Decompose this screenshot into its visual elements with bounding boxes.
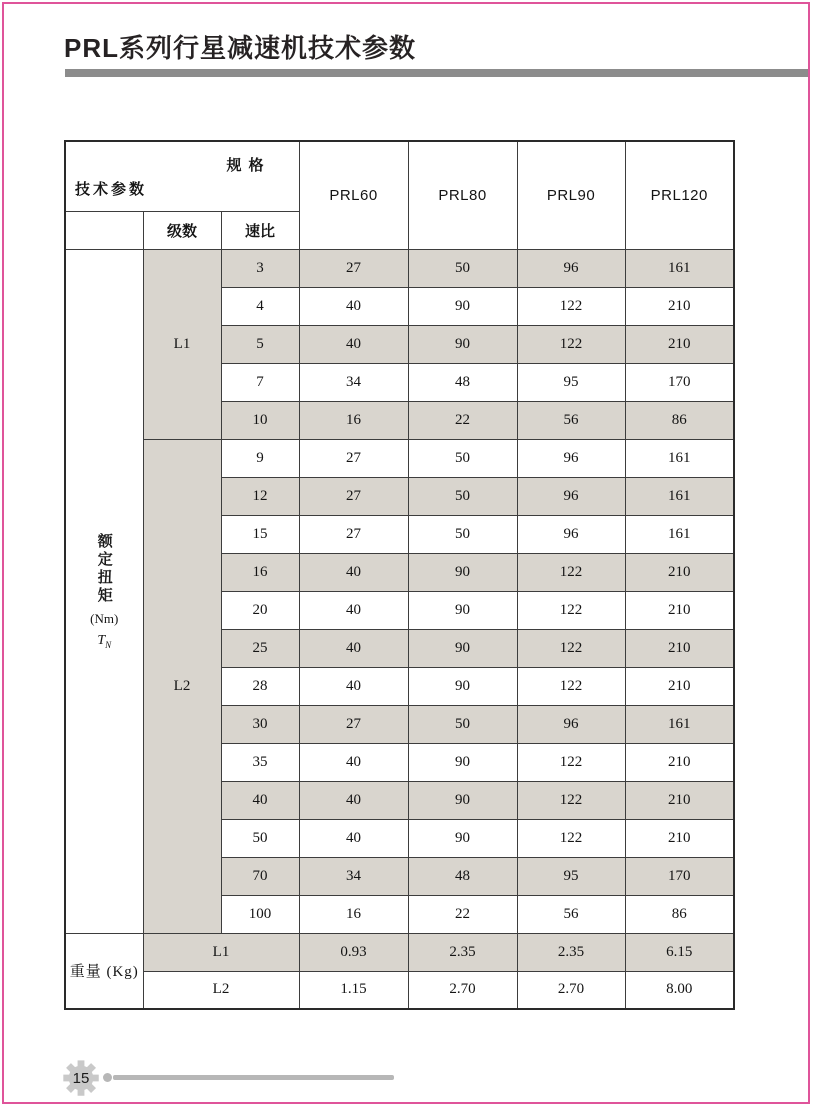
value-cell: 122	[517, 553, 625, 591]
value-cell: 48	[408, 363, 517, 401]
value-cell: 90	[408, 553, 517, 591]
ratio-cell: 100	[221, 895, 299, 933]
torque-unit-label: (Nm)	[90, 610, 119, 626]
table-row	[65, 249, 734, 287]
page-number: 15	[72, 1069, 90, 1087]
value-cell: 86	[625, 401, 734, 439]
value-cell: 27	[299, 705, 408, 743]
header-row-1	[65, 141, 734, 211]
stage-l1-cell: L1	[143, 249, 221, 439]
value-cell: 50	[408, 249, 517, 287]
value-cell: 210	[625, 781, 734, 819]
value-cell: 90	[408, 819, 517, 857]
weight-value-cell: 6.15	[625, 933, 734, 971]
value-cell: 50	[408, 477, 517, 515]
ratio-cell: 40	[221, 781, 299, 819]
ratio-cell: 25	[221, 629, 299, 667]
value-cell: 96	[517, 249, 625, 287]
value-cell: 50	[408, 439, 517, 477]
value-cell: 40	[299, 743, 408, 781]
ratio-cell: 35	[221, 743, 299, 781]
ratio-cell: 12	[221, 477, 299, 515]
weight-value-cell: 2.35	[517, 933, 625, 971]
value-cell: 40	[299, 781, 408, 819]
value-cell: 86	[625, 895, 734, 933]
value-cell: 56	[517, 401, 625, 439]
ratio-cell: 4	[221, 287, 299, 325]
ratio-cell: 10	[221, 401, 299, 439]
weight-value-cell: 2.35	[408, 933, 517, 971]
spec-table	[64, 140, 735, 1010]
footer-dot	[103, 1073, 112, 1082]
value-cell: 210	[625, 287, 734, 325]
torque-vertical-label: 额定扭矩	[95, 532, 113, 605]
weight-value-cell: 1.15	[299, 971, 408, 1009]
col-header-prl120: PRL120	[625, 141, 734, 249]
value-cell: 122	[517, 629, 625, 667]
value-cell: 161	[625, 439, 734, 477]
ratio-cell: 28	[221, 667, 299, 705]
value-cell: 210	[625, 591, 734, 629]
value-cell: 40	[299, 553, 408, 591]
ratio-cell: 20	[221, 591, 299, 629]
empty-header-cell	[65, 211, 143, 249]
value-cell: 27	[299, 249, 408, 287]
stage-l2-cell: L2	[143, 439, 221, 933]
corner-spec-label: 规格	[226, 157, 271, 174]
value-cell: 22	[408, 401, 517, 439]
col-header-prl80: PRL80	[408, 141, 517, 249]
value-cell: 210	[625, 819, 734, 857]
value-cell: 170	[625, 363, 734, 401]
weight-value-cell: 2.70	[408, 971, 517, 1009]
ratio-cell: 7	[221, 363, 299, 401]
col-header-prl60: PRL60	[299, 141, 408, 249]
value-cell: 210	[625, 629, 734, 667]
value-cell: 40	[299, 287, 408, 325]
value-cell: 90	[408, 325, 517, 363]
diagonal-corner-cell	[65, 141, 299, 211]
value-cell: 96	[517, 477, 625, 515]
value-cell: 27	[299, 477, 408, 515]
value-cell: 56	[517, 895, 625, 933]
value-cell: 40	[299, 325, 408, 363]
value-cell: 40	[299, 591, 408, 629]
ratio-cell: 9	[221, 439, 299, 477]
weight-value-cell: 0.93	[299, 933, 408, 971]
value-cell: 122	[517, 591, 625, 629]
torque-label-cell	[65, 249, 143, 933]
value-cell: 210	[625, 325, 734, 363]
value-cell: 90	[408, 667, 517, 705]
torque-symbol: $T_N$	[97, 632, 112, 650]
value-cell: 90	[408, 629, 517, 667]
value-cell: 90	[408, 743, 517, 781]
ratio-cell: 15	[221, 515, 299, 553]
value-cell: 22	[408, 895, 517, 933]
ratio-cell: 16	[221, 553, 299, 591]
ratio-header: 速比	[221, 211, 299, 249]
gear-icon	[62, 1059, 100, 1097]
value-cell: 40	[299, 667, 408, 705]
value-cell: 95	[517, 363, 625, 401]
value-cell: 122	[517, 819, 625, 857]
value-cell: 122	[517, 287, 625, 325]
value-cell: 27	[299, 515, 408, 553]
stage-header: 级数	[143, 211, 221, 249]
value-cell: 34	[299, 857, 408, 895]
weight-row-l2	[65, 971, 734, 1009]
weight-stage-cell: L2	[143, 971, 299, 1009]
ratio-cell: 70	[221, 857, 299, 895]
title-underline-bar	[65, 69, 808, 77]
weight-row-l1	[65, 933, 734, 971]
value-cell: 210	[625, 743, 734, 781]
ratio-cell: 50	[221, 819, 299, 857]
ratio-cell: 3	[221, 249, 299, 287]
weight-value-cell: 8.00	[625, 971, 734, 1009]
value-cell: 90	[408, 781, 517, 819]
value-cell: 16	[299, 895, 408, 933]
col-header-prl90: PRL90	[517, 141, 625, 249]
ratio-cell: 5	[221, 325, 299, 363]
value-cell: 95	[517, 857, 625, 895]
value-cell: 50	[408, 515, 517, 553]
value-cell: 40	[299, 629, 408, 667]
value-cell: 122	[517, 781, 625, 819]
value-cell: 170	[625, 857, 734, 895]
value-cell: 34	[299, 363, 408, 401]
value-cell: 96	[517, 515, 625, 553]
value-cell: 50	[408, 705, 517, 743]
value-cell: 90	[408, 287, 517, 325]
table-row	[65, 439, 734, 477]
footer-rule-line	[113, 1075, 394, 1080]
value-cell: 161	[625, 705, 734, 743]
value-cell: 40	[299, 819, 408, 857]
value-cell: 161	[625, 249, 734, 287]
value-cell: 122	[517, 325, 625, 363]
weight-label-cell: 重量 (Kg)	[65, 933, 143, 1009]
weight-stage-cell: L1	[143, 933, 299, 971]
value-cell: 96	[517, 439, 625, 477]
value-cell: 161	[625, 515, 734, 553]
value-cell: 96	[517, 705, 625, 743]
value-cell: 16	[299, 401, 408, 439]
ratio-cell: 30	[221, 705, 299, 743]
corner-param-label: 技术参数	[75, 180, 148, 198]
page-title: PRL系列行星减速机技术参数	[64, 33, 417, 63]
value-cell: 210	[625, 667, 734, 705]
value-cell: 210	[625, 553, 734, 591]
value-cell: 27	[299, 439, 408, 477]
value-cell: 48	[408, 857, 517, 895]
value-cell: 122	[517, 667, 625, 705]
weight-value-cell: 2.70	[517, 971, 625, 1009]
value-cell: 90	[408, 591, 517, 629]
value-cell: 122	[517, 743, 625, 781]
value-cell: 161	[625, 477, 734, 515]
